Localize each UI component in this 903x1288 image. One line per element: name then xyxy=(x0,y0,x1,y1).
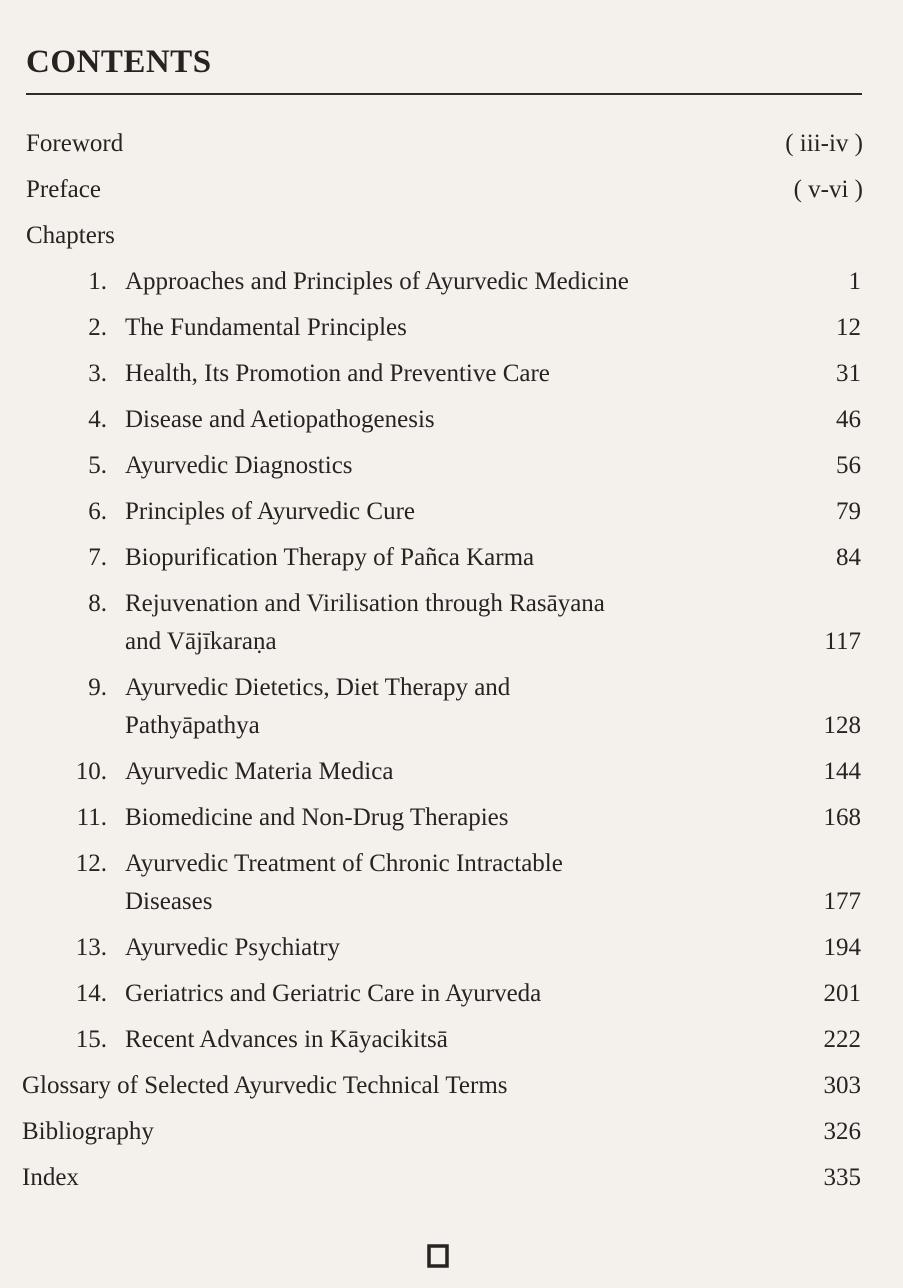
chapter-title-line: Health, Its Promotion and Preventive Care xyxy=(125,360,550,387)
chapter-number: 5. xyxy=(88,452,107,479)
chapter-number: 4. xyxy=(88,406,107,433)
page-number: 177 xyxy=(823,888,861,915)
page-number: 128 xyxy=(823,712,861,739)
entry-label: Index xyxy=(22,1164,79,1191)
chapter-number: 9. xyxy=(88,674,107,701)
chapter-title-line: Recent Advances in Kāyacikitsā xyxy=(125,1026,448,1053)
chapter-title-line: Biomedicine and Non-Drug Therapies xyxy=(125,804,509,831)
chapter-number: 11. xyxy=(76,804,107,831)
entry-label: Chapters xyxy=(26,222,115,249)
entry-label: Foreword xyxy=(26,130,124,157)
page-number: 84 xyxy=(836,544,861,571)
chapter-number: 13. xyxy=(75,934,107,961)
chapter-title-line: Geriatrics and Geriatric Care in Ayurveda xyxy=(125,980,542,1007)
page-number: ( v-vi ) xyxy=(793,176,863,203)
chapter-title-line: Principles of Ayurvedic Cure xyxy=(125,498,416,525)
chapter-title-line: Ayurvedic Diagnostics xyxy=(125,452,353,479)
page-title: CONTENTS xyxy=(26,44,212,80)
page-number: 335 xyxy=(823,1164,861,1191)
chapter-number: 7. xyxy=(88,544,107,571)
chapter-title-line: Ayurvedic Materia Medica xyxy=(125,758,394,785)
chapter-number: 10. xyxy=(75,758,107,785)
entry-label: Glossary of Selected Ayurvedic Technical Terms xyxy=(22,1072,508,1099)
chapter-number: 14. xyxy=(75,980,107,1007)
chapter-title-line: Approaches and Principles of Ayurvedic Medicine xyxy=(125,268,629,295)
chapter-title-line: Diseases xyxy=(125,888,213,915)
chapter-title-line: Ayurvedic Psychiatry xyxy=(125,934,341,961)
chapter-title-line: Disease and Aetiopathogenesis xyxy=(125,406,435,433)
chapter-title-line: Rejuvenation and Virilisation through Rasāyana xyxy=(125,590,605,617)
entry-label: Bibliography xyxy=(22,1118,154,1145)
chapter-number: 15. xyxy=(75,1026,107,1053)
page-number: 326 xyxy=(823,1118,861,1145)
chapter-number: 12. xyxy=(75,850,107,877)
page-number: 79 xyxy=(836,498,861,525)
page-number: ( iii-iv ) xyxy=(785,130,863,157)
heading-rule xyxy=(26,93,862,95)
page-number: 1 xyxy=(848,268,861,295)
page-number: 201 xyxy=(823,980,861,1007)
chapter-number: 1. xyxy=(88,268,107,295)
page-number: 222 xyxy=(823,1026,861,1053)
page-number: 303 xyxy=(823,1072,861,1099)
page-number: 12 xyxy=(836,314,861,341)
chapter-title-line: Biopurification Therapy of Pañca Karma xyxy=(125,544,535,571)
chapter-title-line: Pathyāpathya xyxy=(125,712,260,739)
chapter-title-line: Ayurvedic Treatment of Chronic Intractable xyxy=(125,850,563,877)
chapter-number: 2. xyxy=(88,314,107,341)
page-number: 117 xyxy=(824,628,861,655)
hollow-square-icon xyxy=(427,1243,451,1269)
chapter-title-line: and Vājīkaraṇa xyxy=(125,628,277,655)
page-number: 56 xyxy=(836,452,861,479)
page-number: 144 xyxy=(823,758,861,785)
page-number: 168 xyxy=(823,804,861,831)
page-number: 31 xyxy=(836,360,861,387)
chapter-number: 6. xyxy=(88,498,107,525)
chapter-title-line: The Fundamental Principles xyxy=(125,314,407,341)
chapter-number: 8. xyxy=(88,590,107,617)
page-number: 194 xyxy=(823,934,861,961)
chapter-number: 3. xyxy=(88,360,107,387)
entry-label: Preface xyxy=(26,176,101,203)
chapter-title-line: Ayurvedic Dietetics, Diet Therapy and xyxy=(125,674,511,701)
page-number: 46 xyxy=(836,406,861,433)
